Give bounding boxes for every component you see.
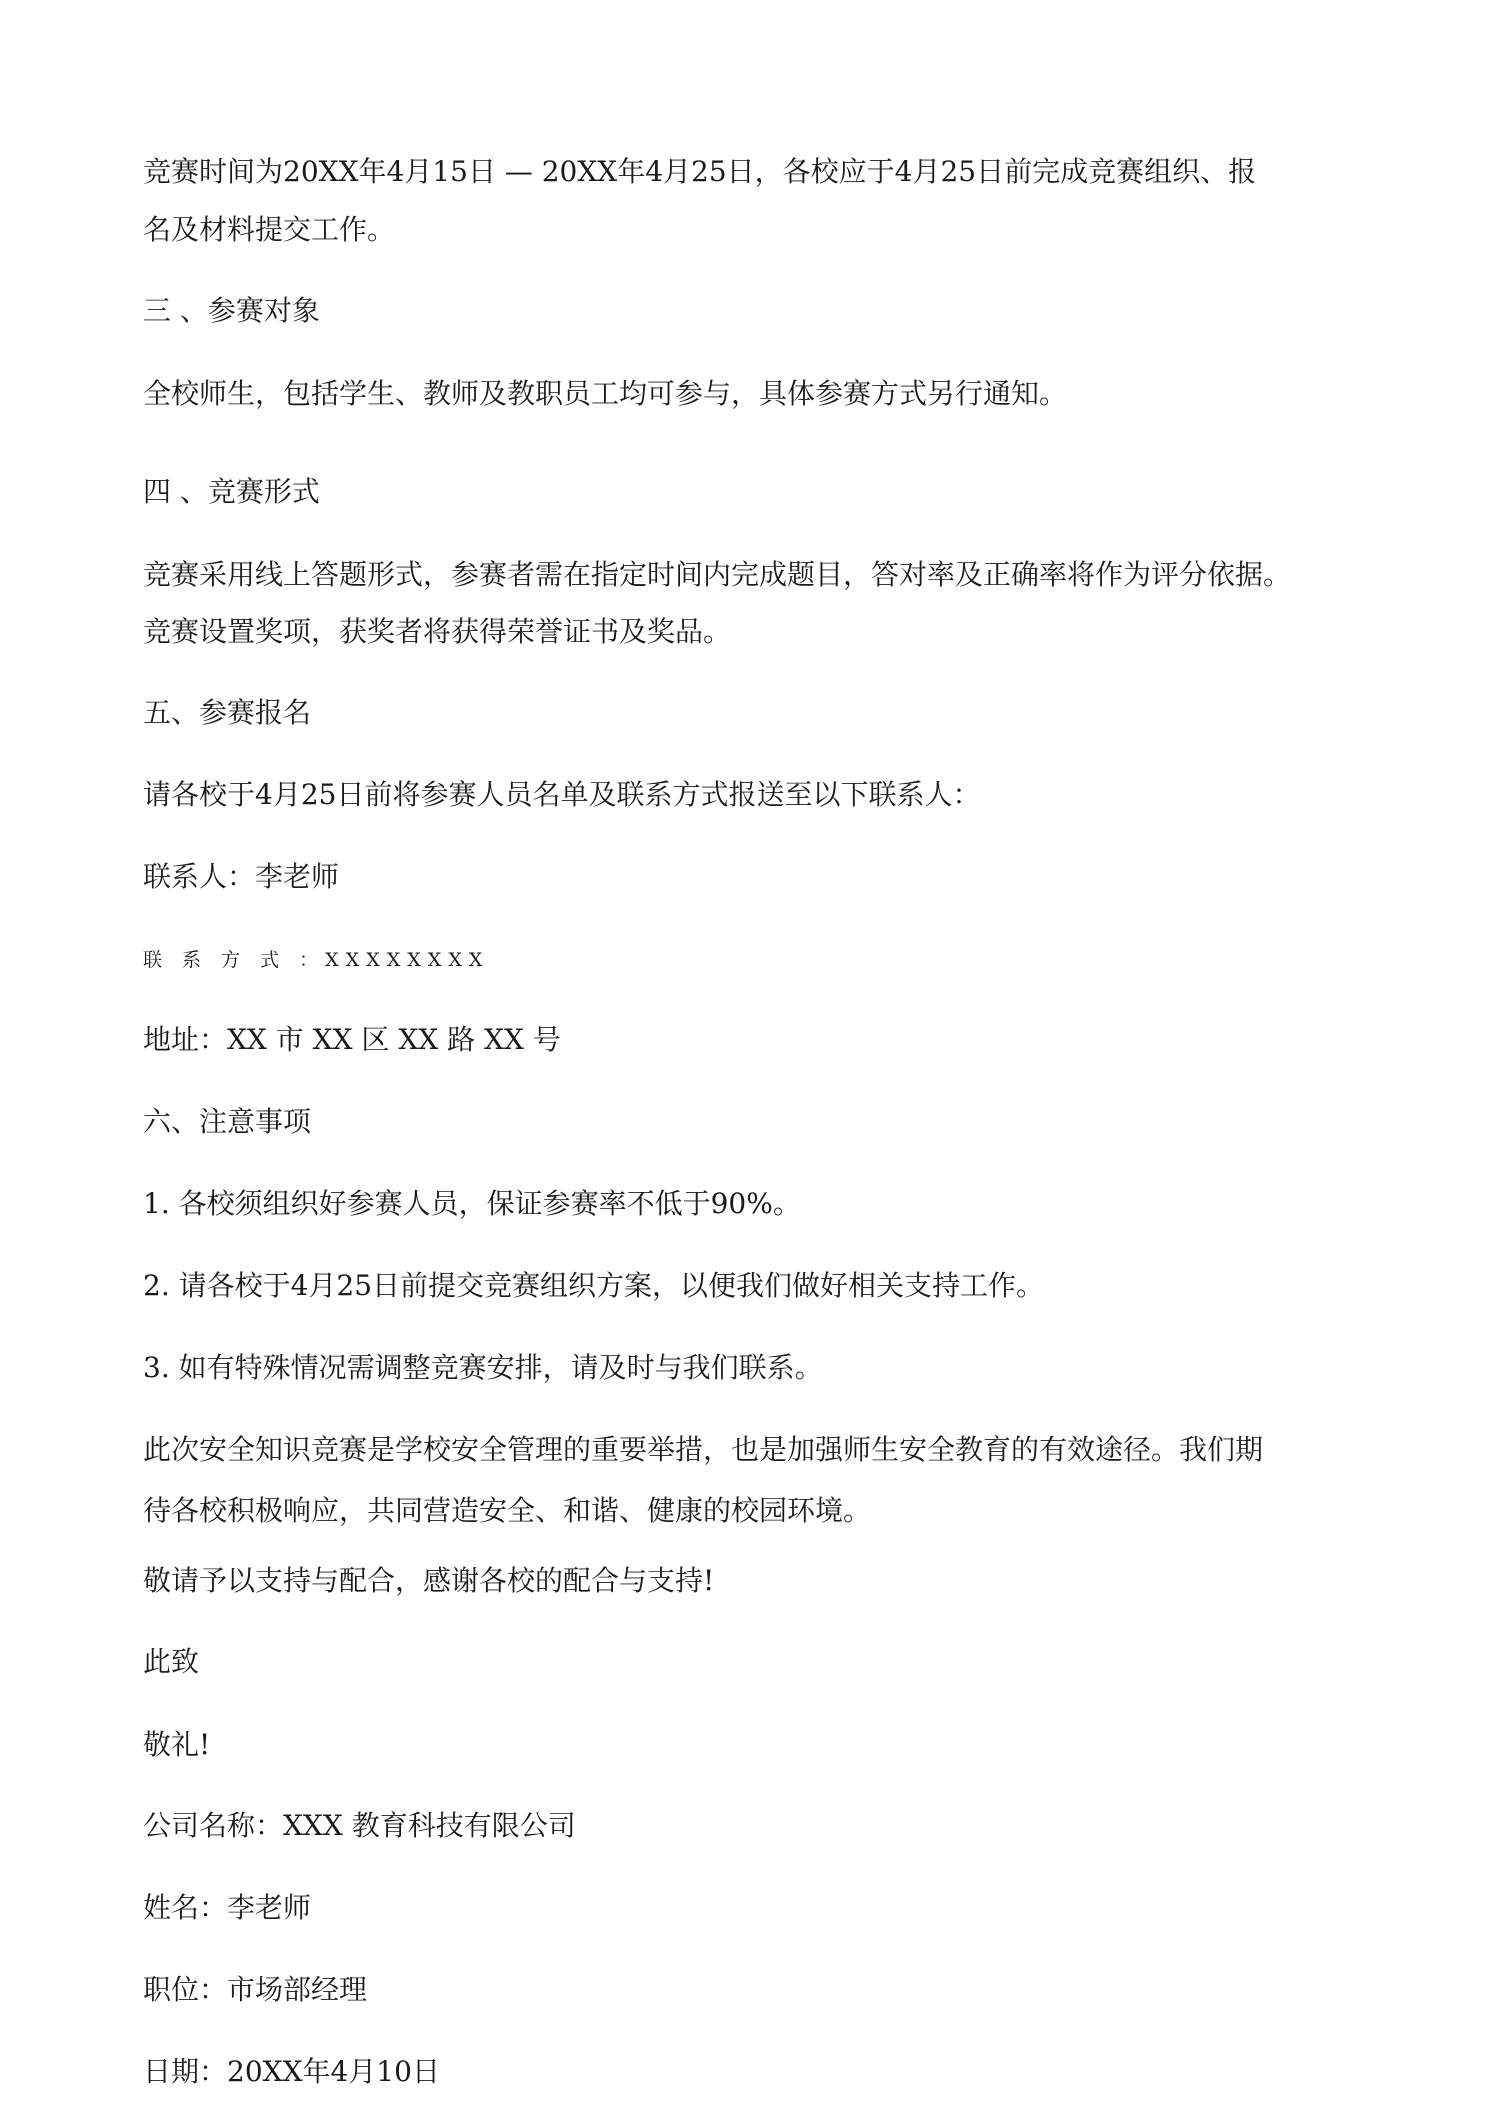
notice-item-2: 2. 请各校于4月25日前提交竞赛组织方案，以便我们做好相关支持工作。 [143, 1269, 1045, 1302]
competition-time-line-1: 竞赛时间为20XX年4月15日 — 20XX年4月25日，各校应于4月25日前完成竞赛组织、报 [143, 155, 1257, 188]
address: 地址：XX 市 XX 区 XX 路 XX 号 [143, 1023, 561, 1056]
section5-body: 请各校于4月25日前将参赛人员名单及联系方式报送至以下联系人： [143, 778, 981, 811]
notice-item-1: 1. 各校须组织好参赛人员，保证参赛率不低于90%。 [143, 1187, 801, 1220]
closing-paragraph-line-1: 此次安全知识竞赛是学校安全管理的重要举措，也是加强师生安全教育的有效途径。我们期 [143, 1433, 1264, 1466]
signer-position: 职位：市场部经理 [143, 1973, 368, 2006]
notice-item-3: 3. 如有特殊情况需调整竞赛安排，请及时与我们联系。 [143, 1351, 823, 1384]
section5-heading: 五、参赛报名 [143, 696, 312, 729]
contact-method: 联 系 方 式 ：XXXXXXXX [143, 949, 490, 971]
salutation-line-2: 敬礼! [143, 1728, 211, 1761]
thanks-line: 敬请予以支持与配合，感谢各校的配合与支持! [143, 1564, 715, 1597]
salutation-line-1: 此致 [143, 1645, 200, 1678]
section4-body-line-1: 竞赛采用线上答题形式，参赛者需在指定时间内完成题目，答对率及正确率将作为评分依据。 [143, 558, 1292, 591]
section3-heading: 三 、参赛对象 [143, 294, 320, 327]
section4-body-line-2: 竞赛设置奖项，获奖者将获得荣誉证书及奖品。 [143, 615, 732, 648]
competition-time-line-2: 名及材料提交工作。 [143, 213, 396, 246]
document-date: 日期：20XX年4月10日 [143, 2055, 440, 2088]
signer-name: 姓名：李老师 [143, 1891, 312, 1924]
section3-body: 全校师生，包括学生、教师及教职员工均可参与，具体参赛方式另行通知。 [143, 377, 1068, 410]
closing-paragraph-line-2: 待各校积极响应，共同营造安全、和谐、健康的校园环境。 [143, 1494, 872, 1527]
contact-person: 联系人：李老师 [143, 860, 340, 893]
company-name: 公司名称：XXX 教育科技有限公司 [143, 1809, 576, 1842]
section6-heading: 六、注意事项 [143, 1105, 312, 1138]
section4-heading: 四 、竞赛形式 [143, 475, 320, 508]
